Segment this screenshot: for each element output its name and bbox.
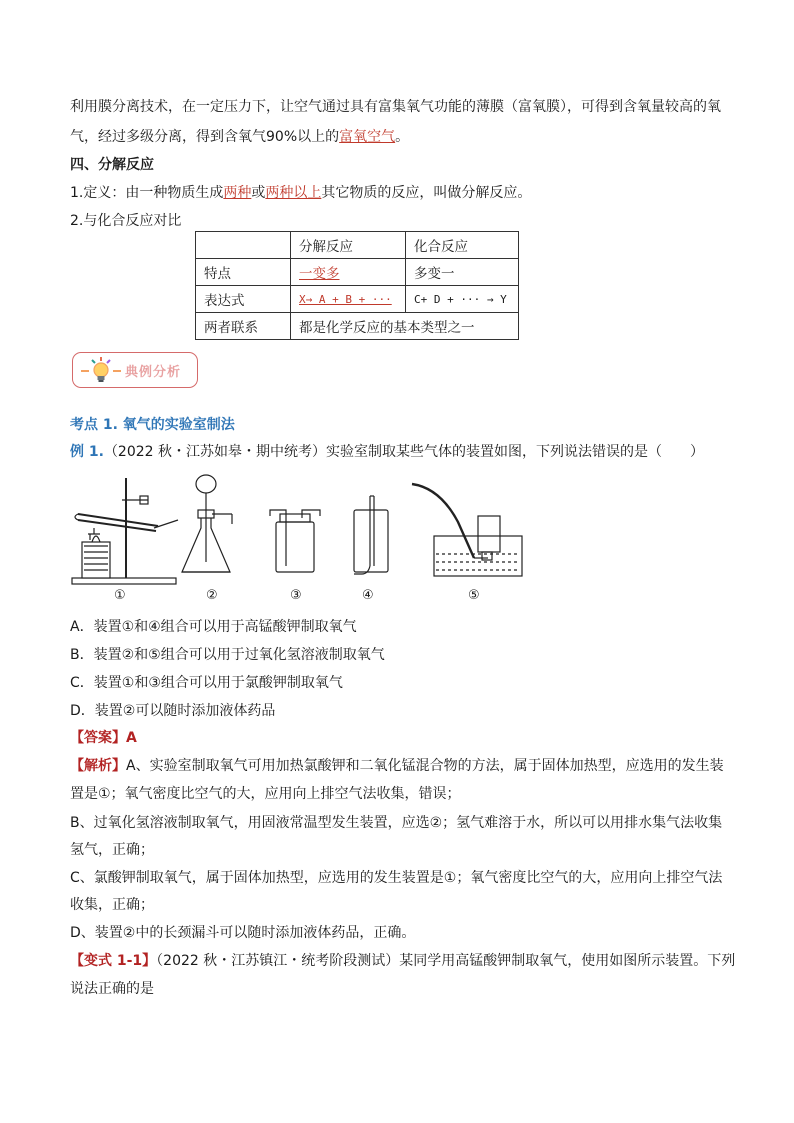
option-a: A．装置①和④组合可以用于高锰酸钾制取氧气 <box>70 619 357 635</box>
answer-value: A <box>126 730 137 746</box>
apparatus-3-gas-bottle <box>270 510 320 572</box>
lightbulb-icon <box>79 356 123 384</box>
example-analysis-badge <box>72 352 198 388</box>
badge-label: 典例分析 <box>125 365 182 380</box>
table-cell: 多变一 <box>406 259 519 286</box>
highlight-term: 富氧空气 <box>339 129 396 145</box>
definition-line <box>70 183 531 203</box>
answer-tag: 【答案】 <box>70 730 126 746</box>
analysis-c-line-1: C、氯酸钾制取氧气，属于固体加热型，应选用的发生装置是①；氧气密度比空气的大，应用向上排空气法 <box>70 870 723 886</box>
intro-line-2-text: 气，经过多级分离，得到含氧气90%以上的 <box>70 129 340 145</box>
definition-text: 1.定义：由一种物质生成 <box>70 185 224 201</box>
definition-term-2: 两种以上 <box>265 185 322 201</box>
topic-title: 考点 1. 氧气的实验室制法 <box>70 417 235 433</box>
table-header-cell <box>196 232 291 259</box>
variant-tag: 【变式 1-1】 <box>70 953 157 969</box>
apparatus-label: ② <box>206 588 218 603</box>
apparatus-1-heating-setup <box>72 478 178 584</box>
table-row <box>196 313 519 340</box>
analysis-b-line-2: 氢气，正确； <box>70 842 154 858</box>
variant-line-1 <box>70 951 735 971</box>
table-row-label: 两者联系 <box>196 313 291 340</box>
analysis-d-line-1: D、装置②中的长颈漏斗可以随时添加液体药品，正确。 <box>70 925 416 941</box>
table-cell: X→ A + B + ··· <box>291 286 406 313</box>
apparatus-2-flask <box>182 475 232 572</box>
example-label: 例 1. <box>70 444 104 460</box>
intro-line-2 <box>70 127 409 147</box>
definition-end: 其它物质的反应，叫做分解反应。 <box>321 185 532 201</box>
example-1-question <box>70 442 704 462</box>
apparatus-label: ⑤ <box>468 588 480 603</box>
apparatus-label: ① <box>114 588 126 603</box>
compare-title: 2.与化合反应对比 <box>70 213 182 229</box>
variant-text: （2022 秋・江苏镇江・统考阶段测试）某同学用高锰酸钾制取氧气，使用如图所示装置。下列 <box>156 953 736 969</box>
apparatus-label: ④ <box>362 588 374 603</box>
analysis-b-line-1: B、过氧化氢溶液制取氧气，用固液常温型发生装置，应选②；氢气难溶于水，所以可以用排水集气法收集 <box>70 815 723 831</box>
table-row <box>196 286 519 313</box>
comparison-table <box>195 231 519 340</box>
section-title: 四、分解反应 <box>70 157 154 173</box>
table-row <box>196 259 519 286</box>
option-d: D．装置②可以随时添加液体药品 <box>70 703 276 719</box>
variant-line-2: 说法正确的是 <box>70 981 154 997</box>
table-header-row <box>196 232 519 259</box>
table-cell: C+ D + ··· → Y <box>406 286 519 313</box>
table-header-cell: 分解反应 <box>291 232 406 259</box>
analysis-text: A、实验室制取氧气可用加热氯酸钾和二氧化锰混合物的方法，属于固体加热型，应选用的发生装 <box>126 758 724 774</box>
analysis-c-line-2: 收集，正确； <box>70 897 154 913</box>
table-row-label: 特点 <box>196 259 291 286</box>
apparatus-5-water-trough <box>412 484 522 576</box>
table-header-cell: 化合反应 <box>406 232 519 259</box>
analysis-tag: 【解析】 <box>70 758 126 774</box>
table-row-label: 表达式 <box>196 286 291 313</box>
analysis-a-line-1 <box>70 756 724 776</box>
apparatus-label: ③ <box>290 588 302 603</box>
apparatus-4-collection-bottle <box>354 496 388 574</box>
option-c: C．装置①和③组合可以用于氯酸钾制取氧气 <box>70 675 343 691</box>
table-cell: 都是化学反应的基本类型之一 <box>291 313 519 340</box>
answer-line <box>70 728 137 748</box>
intro-line-2-end: 。 <box>395 129 410 145</box>
apparatus-diagram <box>70 470 530 588</box>
definition-mid: 或 <box>251 185 266 201</box>
table-cell: 一变多 <box>291 259 406 286</box>
intro-line-1: 利用膜分离技术，在一定压力下，让空气通过具有富集氧气功能的薄膜（富氧膜），可得到含氧量较高的氧 <box>70 99 721 115</box>
definition-term-1: 两种 <box>223 185 252 201</box>
analysis-a-line-2: 置是①；氧气密度比空气的大，应用向上排空气法收集，错误； <box>70 786 461 802</box>
option-b: B．装置②和⑤组合可以用于过氧化氢溶液制取氧气 <box>70 647 385 663</box>
example-1-text: （2022 秋・江苏如皋・期中统考）实验室制取某些气体的装置如图，下列说法错误的是（ ） <box>103 444 705 460</box>
